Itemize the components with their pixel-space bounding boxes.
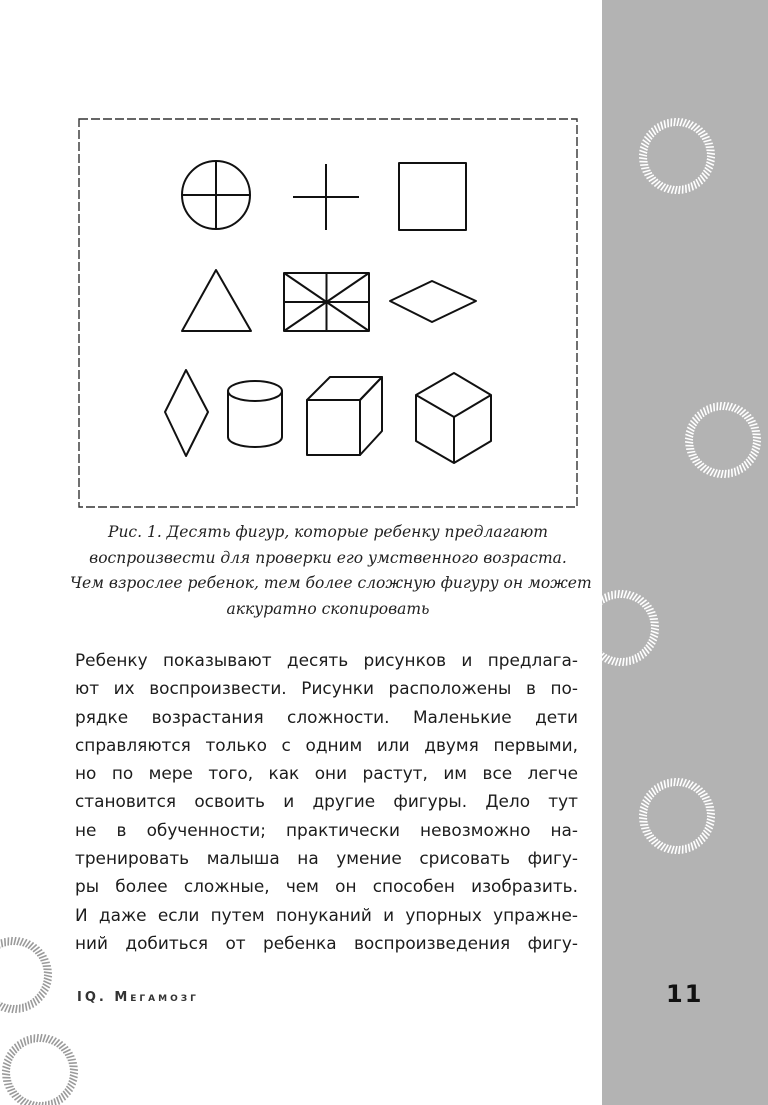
ring-hatch — [583, 626, 591, 628]
ring-hatch — [583, 622, 591, 625]
ring-hatch — [641, 167, 649, 168]
ring-hatch — [70, 1072, 78, 1074]
ring-hatch — [729, 403, 732, 410]
ring-hatch — [674, 118, 675, 126]
ring-hatch — [675, 186, 677, 194]
ring-hatch — [746, 417, 753, 421]
shape-diamond-vertical — [165, 370, 208, 456]
ring-hatch — [57, 1097, 60, 1105]
ring-hatch — [725, 470, 726, 478]
ring-hatch — [646, 175, 653, 179]
ring-hatch — [43, 981, 50, 984]
ring-hatch — [657, 123, 660, 131]
ring-hatch — [9, 1091, 16, 1095]
ring-hatch — [646, 835, 653, 839]
shape-rectangle-star — [284, 273, 369, 331]
ring-hatch — [644, 833, 652, 836]
ring-hatch — [696, 839, 700, 846]
ring-hatch — [753, 440, 761, 442]
ring-hatch — [17, 937, 20, 945]
caption-line: Чем взрослее ребенок, тем более сложную фигуру он может — [70, 574, 592, 592]
ring-hatch — [661, 782, 663, 790]
body-line: рядке возрастания сложности. Маленькие дети — [75, 706, 578, 727]
caption-line: аккуратно скопировать — [226, 599, 430, 618]
ring-hatch — [20, 1039, 23, 1047]
ring-hatch — [598, 597, 602, 604]
ring-hatch — [37, 1034, 38, 1042]
ring-hatch — [28, 1001, 30, 1009]
ring-hatch — [11, 937, 12, 945]
ring-hatch — [702, 136, 710, 139]
ring-hatch — [657, 783, 660, 791]
ring-hatch — [639, 158, 647, 159]
ring-hatch — [689, 454, 697, 456]
ring-hatch — [70, 1069, 78, 1070]
ring-hatch — [705, 143, 713, 144]
ring-hatch — [644, 605, 651, 609]
ring-hatch — [692, 459, 699, 463]
ring-hatch — [68, 1059, 76, 1060]
ring-hatch — [639, 810, 647, 813]
ring-hatch — [46, 1035, 49, 1042]
shape-rhombus-horizontal — [390, 281, 476, 322]
shape-cross — [293, 164, 359, 230]
ring-hatch — [748, 420, 756, 423]
ring-hatch — [707, 159, 715, 162]
ring-hatch — [694, 841, 697, 849]
ring-hatch — [2, 1070, 10, 1072]
ring-hatch — [12, 1005, 14, 1013]
ring-hatch — [5, 1004, 8, 1011]
ring-hatch — [40, 1034, 42, 1042]
ring-hatch — [688, 184, 689, 192]
ring-hatch — [726, 402, 729, 410]
ring-hatch — [674, 778, 675, 786]
running-footer-title: IQ. Мегамозг — [77, 990, 199, 1005]
ring-hatch — [42, 962, 50, 963]
ring-hatch — [679, 186, 680, 194]
body-line: но по мере того, как они растут, им все легче — [75, 763, 578, 784]
body-line: не в обученности; практически невозможно на- — [75, 819, 578, 840]
figure-dashed-border — [79, 119, 577, 507]
ring-hatch — [654, 125, 658, 132]
ring-hatch — [639, 154, 647, 156]
ring-hatch — [646, 608, 654, 611]
ring-hatch — [640, 807, 647, 810]
ring-hatch — [639, 150, 647, 153]
ring-hatch — [627, 591, 630, 598]
ring-hatch — [654, 785, 658, 792]
ring-hatch — [686, 431, 693, 434]
shape-cube — [307, 377, 382, 455]
shape-triangle — [182, 270, 251, 331]
ring-hatch — [44, 978, 52, 981]
ring-hatch — [737, 466, 739, 474]
body-line: ний добиться от ребенка воспроизведения фигу- — [75, 932, 578, 953]
figure-ten-shapes — [78, 118, 578, 508]
body-line: справляются только с одним или двумя первыми, — [75, 734, 578, 755]
ring-hatch — [2, 1074, 10, 1075]
ring-hatch — [590, 647, 597, 651]
ring-hatch — [51, 1100, 52, 1105]
body-paragraph — [75, 646, 578, 957]
ring-hatch — [69, 1078, 76, 1081]
body-line: ют их воспроизвести. Рисунки расположены в по- — [75, 678, 578, 699]
ring-hatch — [651, 631, 659, 634]
ring-hatch — [27, 1036, 28, 1044]
ring-hatch — [608, 592, 609, 600]
ring-hatch — [706, 162, 713, 165]
ring-hatch — [583, 630, 591, 631]
ring-hatch — [605, 594, 607, 602]
ring-hatch — [644, 173, 652, 176]
ring-hatch — [65, 1052, 73, 1055]
ring-hatch — [66, 1056, 74, 1058]
ring-hatch — [671, 186, 674, 194]
ring-hatch — [1, 939, 2, 947]
body-line: ры более сложные, чем он способен изобразить. — [75, 876, 578, 897]
ring-hatch — [639, 818, 647, 819]
ring-hatch — [702, 796, 710, 799]
ring-hatch — [687, 451, 695, 452]
ring-hatch — [679, 846, 680, 854]
ring-hatch — [675, 846, 677, 854]
ring-hatch — [37, 952, 44, 956]
ring-hatch — [31, 1000, 34, 1008]
ring-hatch — [677, 118, 679, 126]
ring-hatch — [6, 1086, 14, 1088]
ring-hatch — [680, 778, 683, 786]
ring-hatch — [677, 778, 679, 786]
ring-hatch — [585, 639, 593, 640]
ring-hatch — [752, 446, 759, 449]
ring-hatch — [612, 657, 615, 664]
ring-hatch — [20, 938, 23, 945]
ring-hatch — [700, 409, 704, 416]
ring-hatch — [707, 813, 715, 814]
ring-hatch — [632, 656, 633, 664]
ring-hatch — [59, 1095, 63, 1102]
ring-hatch — [615, 658, 618, 666]
ring-hatch — [54, 1098, 56, 1105]
ring-hatch — [707, 406, 709, 414]
shape-cylinder — [228, 381, 282, 447]
ring-hatch — [703, 800, 711, 802]
ring-hatch — [664, 120, 665, 128]
ring-hatch — [753, 437, 761, 438]
ring-hatch — [638, 653, 641, 661]
body-line: становится освоить и другие фигуры. Дело тут — [75, 791, 578, 812]
ring-hatch — [3, 1063, 10, 1066]
ring-hatch — [685, 438, 693, 440]
ring-hatch — [664, 780, 665, 788]
ring-hatch — [734, 468, 735, 476]
ring-hatch — [44, 975, 52, 977]
ring-hatch — [714, 469, 717, 476]
ring-hatch — [703, 407, 706, 415]
ring-hatch — [691, 182, 693, 190]
caption-line: воспроизвести для проверки его умственного возраста. — [89, 548, 567, 567]
ring-hatch — [623, 658, 624, 666]
ring-hatch — [25, 1003, 26, 1011]
shape-square — [399, 163, 466, 230]
ring-hatch — [691, 842, 693, 850]
shape-cube-isometric — [416, 373, 491, 463]
ring-hatch — [33, 998, 37, 1005]
ring-hatch — [683, 779, 686, 786]
figure-caption — [70, 520, 592, 622]
ring-hatch — [723, 402, 725, 410]
ring-hatch — [16, 1005, 17, 1013]
body-line: И даже если путем понуканий и упорных упражне- — [75, 904, 578, 925]
ring-hatch — [639, 814, 647, 816]
ring-hatch — [651, 628, 659, 630]
ring-hatch — [618, 590, 619, 598]
ring-hatch — [705, 803, 713, 804]
ring-hatch — [4, 1083, 12, 1084]
ring-hatch — [641, 827, 649, 828]
ring-hatch — [700, 133, 707, 137]
ring-hatch — [70, 1075, 78, 1078]
ring-hatch — [703, 140, 711, 142]
ring-hatch — [588, 645, 596, 648]
ring-hatch — [2, 1066, 10, 1069]
ring-hatch — [24, 1038, 26, 1046]
ring-hatch — [651, 625, 659, 626]
ring-hatch — [740, 465, 743, 473]
ring-hatch — [661, 122, 663, 130]
ring-hatch — [685, 434, 693, 437]
ring-hatch — [643, 170, 651, 172]
ring-hatch — [700, 793, 707, 797]
page-number: 11 — [666, 980, 704, 1008]
ring-hatch — [63, 1049, 70, 1053]
ring-hatch — [685, 442, 693, 443]
ring-hatch — [706, 822, 713, 825]
ring-hatch — [643, 830, 651, 832]
ring-hatch — [694, 181, 697, 189]
ring-hatch — [44, 972, 52, 973]
ring-hatch — [43, 1034, 46, 1042]
caption-line: Рис. 1. Десять фигур, которые ребенку предлагают — [108, 523, 548, 541]
ring-hatch — [753, 443, 761, 446]
ring-hatch — [696, 179, 700, 186]
ring-hatch — [624, 590, 627, 598]
ring-hatch — [649, 615, 657, 616]
ring-hatch — [707, 819, 715, 822]
ring-hatch — [640, 147, 647, 150]
ring-hatch — [668, 185, 671, 192]
ring-hatch — [668, 845, 671, 852]
ring-hatch — [683, 119, 686, 126]
ring-hatch — [720, 402, 721, 410]
ring-hatch — [635, 654, 637, 662]
ring-hatch — [707, 816, 715, 818]
ring-hatch — [619, 658, 621, 666]
ring-hatch — [17, 1041, 21, 1048]
ring-hatch — [690, 457, 698, 460]
ring-hatch — [707, 153, 715, 154]
ring-hatch — [40, 959, 48, 961]
ring-hatch — [7, 1089, 15, 1092]
ring-hatch — [751, 427, 759, 428]
ring-hatch — [14, 937, 16, 945]
ring-hatch — [749, 424, 757, 426]
ring-hatch — [717, 470, 720, 478]
ring-hatch — [601, 595, 604, 603]
body-line: Ребенку показывают десять рисунков и предлага- — [75, 650, 578, 670]
ring-hatch — [721, 470, 723, 478]
ring-hatch — [621, 590, 623, 598]
ring-hatch — [707, 156, 715, 158]
ring-hatch — [8, 1005, 11, 1013]
ring-hatch — [671, 846, 674, 854]
ring-hatch — [742, 463, 746, 470]
ring-hatch — [680, 118, 683, 126]
shape-circle-cross — [182, 161, 250, 229]
ring-hatch — [640, 651, 644, 658]
ring-hatch — [650, 634, 657, 637]
body-line: тренировать малыша на умение срисовать фигу- — [75, 848, 578, 869]
ring-hatch — [688, 844, 689, 852]
ring-hatch — [710, 404, 711, 412]
ring-hatch — [647, 612, 655, 614]
ring-hatch — [39, 955, 47, 958]
ring-hatch — [587, 642, 595, 644]
